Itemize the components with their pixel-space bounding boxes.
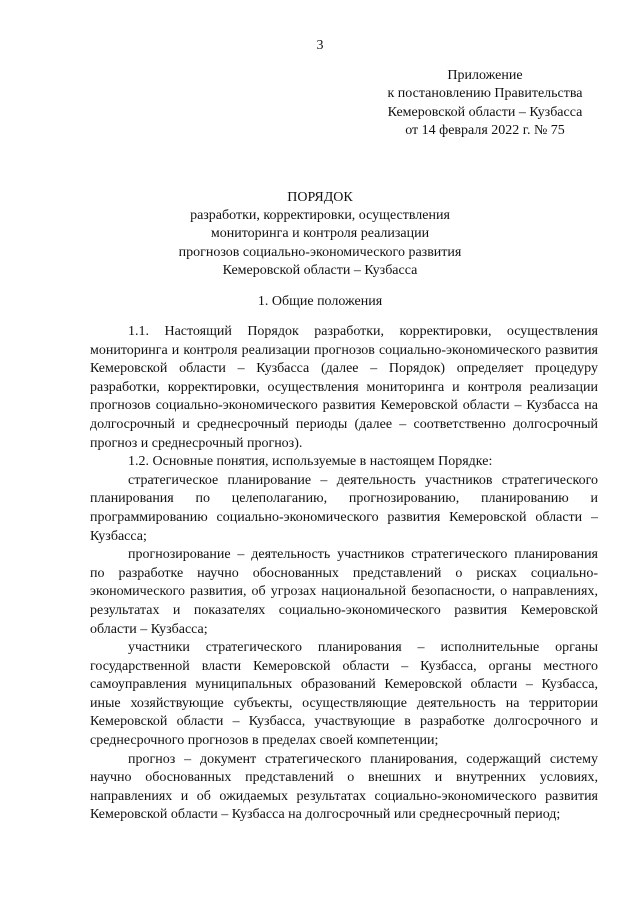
- appendix-line: Приложение: [447, 68, 523, 83]
- appendix-line: к постановлению Правительства: [387, 86, 583, 102]
- paragraph: стратегическое планирование – деятельность участников стратегического планирования по целеполаганию, прогнозированию, планированию и программированию социально-экономического развития Кемеровской области – Кузбасса;: [90, 472, 598, 544]
- subtitle-line: прогнозов социально-экономического развития: [178, 244, 462, 260]
- appendix-block: [360, 67, 610, 140]
- document-subtitle: [0, 207, 640, 280]
- document-title: ПОРЯДОК: [287, 190, 353, 205]
- paragraph: прогнозирование – деятельность участников стратегического планирования по разработке научно обоснованных представлений о рисках социально-экономического развития, об угрозах национальной безопасности, о направлениях, результатах и показателях социально-экономического развития Кемеровской области – Кузбасса;: [90, 547, 598, 637]
- appendix-line: от 14 февраля 2022 г. № 75: [405, 122, 565, 138]
- section-heading: 1. Общие положения: [257, 294, 383, 309]
- subtitle-line: разработки, корректировки, осуществления: [190, 208, 450, 223]
- paragraph: 1.1. Настоящий Порядок разработки, корректировки, осуществления мониторинга и контроля реализации прогнозов социально-экономического развития Кемеровской области – Кузбасса (далее – Порядок) определяет процедуру разработки, корректировки, осуществления мониторинга и контроля реализации прогнозов социально-экономического развития Кемеровской области – Кузбасса на долгосрочный и среднесрочный периоды (далее – соответственно долгосрочный прогноз и среднесрочный прогноз).: [90, 324, 598, 451]
- page-number: 3: [316, 38, 324, 53]
- paragraph: 1.2. Основные понятия, используемые в настоящем Порядке:: [128, 454, 493, 470]
- subtitle-line: Кемеровской области – Кузбасса: [222, 262, 418, 278]
- document-body: [90, 323, 598, 825]
- paragraph: прогноз – документ стратегического планирования, содержащий систему научно обоснованных представлений о внешних и внутренних условиях, направлениях и об ожидаемых результатах социально-экономического развития Кемеровской области – Кузбасса на долгосрочный или среднесрочный период;: [90, 751, 598, 823]
- subtitle-line: мониторинга и контроля реализации: [210, 226, 430, 242]
- appendix-line: Кемеровской области – Кузбасса: [387, 104, 583, 120]
- paragraph: участники стратегического планирования – исполнительные органы государственной власти Кемеровской области – Кузбасса, органы местного самоуправления муниципальных образований Кемеровской области – Кузбасса, иные хозяйствующие субъекты, осуществляющие деятельность на территории Кемеровской области – Кузбасса, участвующие в разработке долгосрочного и среднесрочного прогнозов в пределах своей компетенции;: [90, 640, 598, 749]
